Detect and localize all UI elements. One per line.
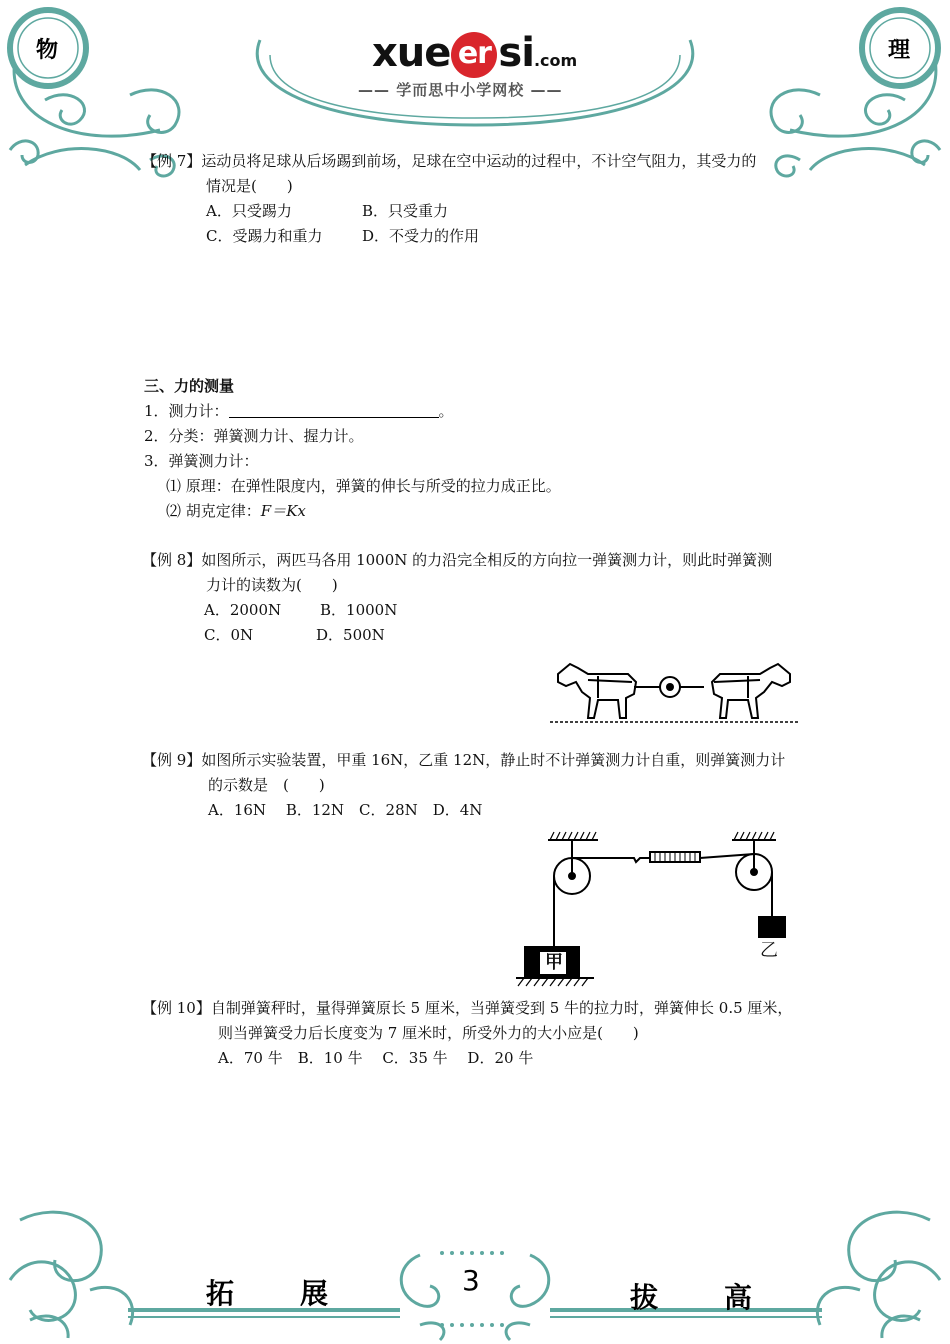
page-number: 3 xyxy=(462,1264,480,1297)
ex8-line1 xyxy=(142,548,772,573)
section-item-1 xyxy=(144,399,454,424)
ex7-option-c: C．受踢力和重力 xyxy=(206,227,323,245)
section-item-3: 3．弹簧测力计： xyxy=(144,452,259,470)
ex9-tag: 【例 9】 xyxy=(142,751,202,769)
brand-part-2: si xyxy=(498,30,534,76)
ex7-option-b: B．只受重力 xyxy=(362,202,449,220)
horse-right-icon xyxy=(712,664,790,718)
ex9-line2: 的示数是 ( ) xyxy=(208,776,325,794)
ex10-options: A．70 牛 B．10 牛 C．35 牛 D．20 牛 xyxy=(218,1049,534,1067)
section-item-2: 2．分类：弹簧测力计、握力计。 xyxy=(144,427,364,445)
block-yi xyxy=(758,916,786,938)
ex10-line1 xyxy=(142,996,792,1021)
horses-figure xyxy=(548,652,800,730)
label-yi: 乙 xyxy=(760,940,778,961)
brand-logo xyxy=(372,30,577,78)
label-jia: 甲 xyxy=(545,952,563,973)
ex7-line2: 情况是( ) xyxy=(206,177,293,195)
ex7-text1: 运动员将足球从后场踢到前场，足球在空中运动的过程中，不计空气阻力，其受力的 xyxy=(201,152,757,170)
ex10-text1: 自制弹簧秤时，量得弹簧原长 5 厘米，当弹簧受到 5 牛的拉力时，弹簧伸长 0.5 厘米， xyxy=(210,999,793,1017)
ex7-option-d: D．不受力的作用 xyxy=(362,227,480,245)
ex8-option-d: D．500N xyxy=(316,626,385,644)
ex7-option-a: A．只受踢力 xyxy=(206,202,292,220)
fill-blank[interactable] xyxy=(229,401,439,418)
ex7-tag: 【例 7】 xyxy=(142,152,202,170)
ex8-tag: 【例 8】 xyxy=(142,551,202,569)
brand-tld: .com xyxy=(533,51,578,70)
ex9-text1: 如图所示实验装置，甲重 16N，乙重 12N，静止时不计弹簧测力计自重，则弹簧测力计 xyxy=(201,751,786,769)
ex8-option-a: A．2000N xyxy=(204,601,282,619)
footer-word-1: 拓 xyxy=(206,1277,235,1310)
section-title: 三、力的测量 xyxy=(144,377,235,395)
brand-er-badge: er xyxy=(451,32,497,78)
corner-label-right: 理 xyxy=(888,38,911,63)
section-sub-2 xyxy=(166,499,306,524)
brand-subtitle: —— 学而思中小学网校 —— xyxy=(358,81,563,99)
ex8-line2: 力计的读数为( ) xyxy=(206,576,338,594)
ex8-option-b: B．1000N xyxy=(320,601,398,619)
horse-left-icon xyxy=(558,664,636,718)
hooke-formula: F＝Kx xyxy=(260,502,306,520)
corner-label-left: 物 xyxy=(36,38,59,63)
item1-suffix: 。 xyxy=(438,402,454,420)
footer-word-2: 展 xyxy=(300,1277,329,1310)
brand-part-1: xue xyxy=(372,30,451,76)
footer-word-4: 高 xyxy=(724,1281,753,1314)
ex8-option-c: C．0N xyxy=(204,626,254,644)
ex9-line1 xyxy=(142,748,785,773)
footer-word-3: 拔 xyxy=(630,1281,659,1314)
item1-prefix: 1．测力计： xyxy=(144,402,229,420)
section-sub-1: ⑴ 原理：在弹性限度内，弹簧的伸长与所受的拉力成正比。 xyxy=(166,477,561,495)
ex10-line2: 则当弹簧受力后长度变为 7 厘米时，所受外力的大小应是( ) xyxy=(218,1024,639,1042)
ex7-line1 xyxy=(142,149,756,174)
sub2-prefix: ⑵ 胡克定律： xyxy=(166,502,261,520)
ex10-tag: 【例 10】 xyxy=(142,999,211,1017)
ex8-text1: 如图所示，两匹马各用 1000N 的力沿完全相反的方向拉一弹簧测力计，则此时弹簧测 xyxy=(201,551,773,569)
ex9-options: A．16N B．12N C．28N D．4N xyxy=(208,801,483,819)
